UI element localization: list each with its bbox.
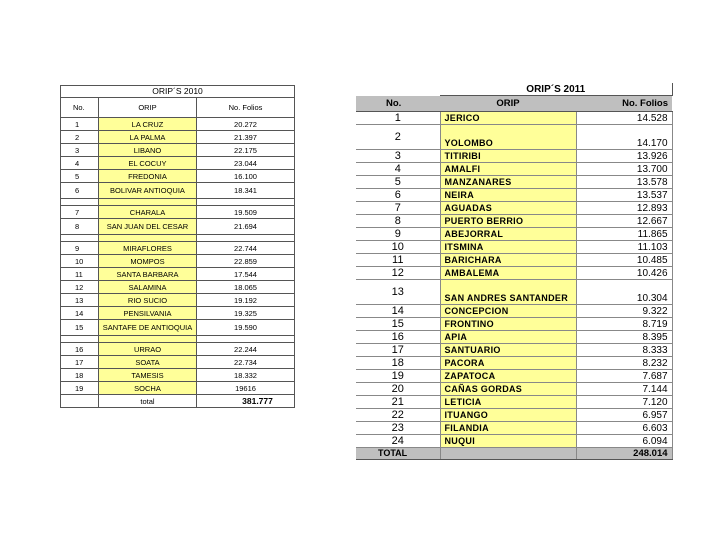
row-number: 2	[61, 131, 99, 144]
row-number: 20	[356, 383, 440, 396]
orip-name: MIRAFLORES	[99, 242, 197, 255]
orip-name: RIO SUCIO	[99, 294, 197, 307]
folios-value: 19.192	[197, 294, 295, 307]
table-row	[61, 157, 295, 170]
row-number: 11	[356, 254, 440, 267]
row-number: 6	[356, 189, 440, 202]
orip-name: MOMPOS	[99, 255, 197, 268]
row-number: 4	[356, 163, 440, 176]
table-row	[356, 357, 672, 370]
folios-value: 19.509	[197, 206, 295, 219]
header-no: No.	[356, 96, 440, 112]
folios-value: 17.544	[197, 268, 295, 281]
table-2010-title: ORIP´S 2010	[61, 86, 295, 98]
row-number: 4	[61, 157, 99, 170]
row-number: 17	[61, 356, 99, 369]
row-number: 22	[356, 409, 440, 422]
row-number: 13	[356, 280, 440, 305]
row-number: 11	[61, 268, 99, 281]
folios-value: 10.426	[576, 267, 672, 280]
total-label: total	[99, 395, 197, 408]
table-row	[61, 255, 295, 268]
row-number: 1	[356, 112, 440, 125]
orip-name: LA CRUZ	[99, 118, 197, 131]
table-row	[61, 183, 295, 199]
folios-value: 12.893	[576, 202, 672, 215]
total-row	[61, 395, 295, 408]
row-number: 9	[356, 228, 440, 241]
folios-value: 19616	[197, 382, 295, 395]
table-row	[61, 281, 295, 294]
table-row	[356, 305, 672, 318]
orip-name: SOATA	[99, 356, 197, 369]
orip-name: PUERTO BERRIO	[440, 215, 576, 228]
folios-value: 6.094	[576, 435, 672, 448]
header-folios: No. Folios	[197, 98, 295, 118]
row-number: 5	[356, 176, 440, 189]
folios-value: 14.170	[576, 125, 672, 150]
folios-value: 13.926	[576, 150, 672, 163]
orip-name: SAN JUAN DEL CESAR	[99, 219, 197, 235]
folios-value: 8.395	[576, 331, 672, 344]
row-number: 10	[356, 241, 440, 254]
table-row	[61, 343, 295, 356]
row-number: 1	[61, 118, 99, 131]
orip-name: CONCEPCION	[440, 305, 576, 318]
folios-value: 22.744	[197, 242, 295, 255]
orip-name: SANTAFE DE ANTIOQUIA	[99, 320, 197, 336]
orip-name: AMBALEMA	[440, 267, 576, 280]
orip-name: SANTA BARBARA	[99, 268, 197, 281]
table-row	[61, 369, 295, 382]
table-row	[356, 267, 672, 280]
row-number: 19	[61, 382, 99, 395]
total-row	[356, 448, 672, 460]
orip-name: EL COCUY	[99, 157, 197, 170]
table-row	[356, 422, 672, 435]
table-row	[356, 370, 672, 383]
row-number: 6	[61, 183, 99, 199]
orip-name: APIA	[440, 331, 576, 344]
row-number: 16	[356, 331, 440, 344]
row-number: 17	[356, 344, 440, 357]
folios-value: 6.603	[576, 422, 672, 435]
spacer-cell	[440, 448, 576, 460]
spacer-row	[61, 336, 295, 343]
row-number: 19	[356, 370, 440, 383]
orips-2010-table	[60, 85, 295, 408]
table-row	[356, 163, 672, 176]
row-number: 3	[61, 144, 99, 157]
spacer-cell	[99, 235, 197, 242]
spacer-cell	[61, 395, 99, 408]
table-row	[61, 219, 295, 235]
row-number: 12	[61, 281, 99, 294]
folios-value: 6.957	[576, 409, 672, 422]
table-row	[356, 254, 672, 267]
table-row	[356, 344, 672, 357]
header-orip: ORIP	[440, 96, 576, 112]
spacer-cell	[61, 235, 99, 242]
folios-value: 19.325	[197, 307, 295, 320]
table-row	[356, 202, 672, 215]
row-number: 18	[61, 369, 99, 382]
table-row	[61, 131, 295, 144]
row-number: 14	[61, 307, 99, 320]
spacer-cell	[61, 336, 99, 343]
folios-value: 10.485	[576, 254, 672, 267]
folios-value: 23.044	[197, 157, 295, 170]
orip-name: URRAO	[99, 343, 197, 356]
orip-name: NUQUI	[440, 435, 576, 448]
orip-name: JERICO	[440, 112, 576, 125]
orip-name: LA PALMA	[99, 131, 197, 144]
orip-name: ABEJORRAL	[440, 228, 576, 241]
table-row	[356, 176, 672, 189]
header-orip: ORIP	[99, 98, 197, 118]
folios-value: 13.700	[576, 163, 672, 176]
table-2011-title: ORIP´S 2011	[440, 83, 672, 96]
folios-value: 7.144	[576, 383, 672, 396]
orips-2011-table	[356, 83, 673, 460]
folios-value: 13.537	[576, 189, 672, 202]
orip-name: NEIRA	[440, 189, 576, 202]
table-row	[61, 170, 295, 183]
folios-value: 10.304	[576, 280, 672, 305]
table-row	[356, 112, 672, 125]
orip-name: TITIRIBI	[440, 150, 576, 163]
folios-value: 22.244	[197, 343, 295, 356]
table-row	[356, 189, 672, 202]
row-number: 7	[61, 206, 99, 219]
spacer-cell	[197, 235, 295, 242]
spacer-row	[61, 235, 295, 242]
row-number: 2	[356, 125, 440, 150]
folios-value: 18.341	[197, 183, 295, 199]
folios-value: 7.120	[576, 396, 672, 409]
table-row	[356, 331, 672, 344]
row-number: 14	[356, 305, 440, 318]
folios-value: 18.065	[197, 281, 295, 294]
spacer-cell	[61, 199, 99, 206]
table-row	[356, 396, 672, 409]
row-number: 23	[356, 422, 440, 435]
table-row	[61, 382, 295, 395]
orip-name: FRONTINO	[440, 318, 576, 331]
spacer-cell	[356, 83, 440, 96]
row-number: 15	[61, 320, 99, 336]
folios-value: 19.590	[197, 320, 295, 336]
table-row	[356, 228, 672, 241]
row-number: 5	[61, 170, 99, 183]
orip-name: ITUANGO	[440, 409, 576, 422]
row-number: 10	[61, 255, 99, 268]
row-number: 18	[356, 357, 440, 370]
row-number: 21	[356, 396, 440, 409]
orip-name: MANZANARES	[440, 176, 576, 189]
row-number: 24	[356, 435, 440, 448]
folios-value: 9.322	[576, 305, 672, 318]
orip-name: ITSMINA	[440, 241, 576, 254]
orip-name: PACORA	[440, 357, 576, 370]
folios-value: 22.175	[197, 144, 295, 157]
row-number: 8	[61, 219, 99, 235]
row-number: 3	[356, 150, 440, 163]
folios-value: 8.719	[576, 318, 672, 331]
folios-value: 18.332	[197, 369, 295, 382]
orip-name: CAÑAS GORDAS	[440, 383, 576, 396]
orip-name: SAN ANDRES SANTANDER	[440, 280, 576, 305]
orip-name: BARICHARA	[440, 254, 576, 267]
folios-value: 11.865	[576, 228, 672, 241]
spacer-cell	[99, 199, 197, 206]
table-row	[61, 356, 295, 369]
folios-value: 20.272	[197, 118, 295, 131]
total-value: 248.014	[576, 448, 672, 460]
orip-name: TAMESIS	[99, 369, 197, 382]
orip-name: AGUADAS	[440, 202, 576, 215]
orip-name: BOLIVAR ANTIOQUIA	[99, 183, 197, 199]
orip-name: AMALFI	[440, 163, 576, 176]
orip-name: LIBANO	[99, 144, 197, 157]
table-row	[61, 268, 295, 281]
folios-value: 11.103	[576, 241, 672, 254]
folios-value: 12.667	[576, 215, 672, 228]
folios-value: 21.694	[197, 219, 295, 235]
folios-value: 8.333	[576, 344, 672, 357]
table-row	[61, 206, 295, 219]
table-row	[356, 318, 672, 331]
folios-value: 7.687	[576, 370, 672, 383]
folios-value: 22.859	[197, 255, 295, 268]
orip-name: ZAPATOCA	[440, 370, 576, 383]
header-no: No.	[61, 98, 99, 118]
folios-value: 21.397	[197, 131, 295, 144]
orip-name: YOLOMBO	[440, 125, 576, 150]
orip-name: SALAMINA	[99, 281, 197, 294]
table-row	[61, 307, 295, 320]
table-row	[61, 294, 295, 307]
table-row	[61, 118, 295, 131]
table-row	[356, 280, 672, 305]
spacer-cell	[99, 336, 197, 343]
table-row	[356, 215, 672, 228]
orip-name: CHARALA	[99, 206, 197, 219]
spacer-cell	[197, 336, 295, 343]
orip-name: SANTUARIO	[440, 344, 576, 357]
orip-name: FREDONIA	[99, 170, 197, 183]
table-row	[356, 409, 672, 422]
row-number: 16	[61, 343, 99, 356]
folios-value: 14.528	[576, 112, 672, 125]
table-row	[61, 320, 295, 336]
orip-name: LETICIA	[440, 396, 576, 409]
row-number: 7	[356, 202, 440, 215]
table-row	[61, 144, 295, 157]
spacer-cell	[197, 199, 295, 206]
header-folios: No. Folios	[576, 96, 672, 112]
total-value: 381.777	[197, 395, 295, 408]
table-row	[356, 241, 672, 254]
table-row	[356, 435, 672, 448]
total-label: TOTAL	[356, 448, 440, 460]
orip-name: SOCHA	[99, 382, 197, 395]
row-number: 8	[356, 215, 440, 228]
table-row	[356, 125, 672, 150]
table-row	[61, 242, 295, 255]
orip-name: PENSILVANIA	[99, 307, 197, 320]
row-number: 13	[61, 294, 99, 307]
folios-value: 13.578	[576, 176, 672, 189]
row-number: 9	[61, 242, 99, 255]
row-number: 15	[356, 318, 440, 331]
orip-name: FILANDIA	[440, 422, 576, 435]
row-number: 12	[356, 267, 440, 280]
folios-value: 16.100	[197, 170, 295, 183]
table-row	[356, 383, 672, 396]
table-row	[356, 150, 672, 163]
folios-value: 22.734	[197, 356, 295, 369]
spacer-row	[61, 199, 295, 206]
folios-value: 8.232	[576, 357, 672, 370]
